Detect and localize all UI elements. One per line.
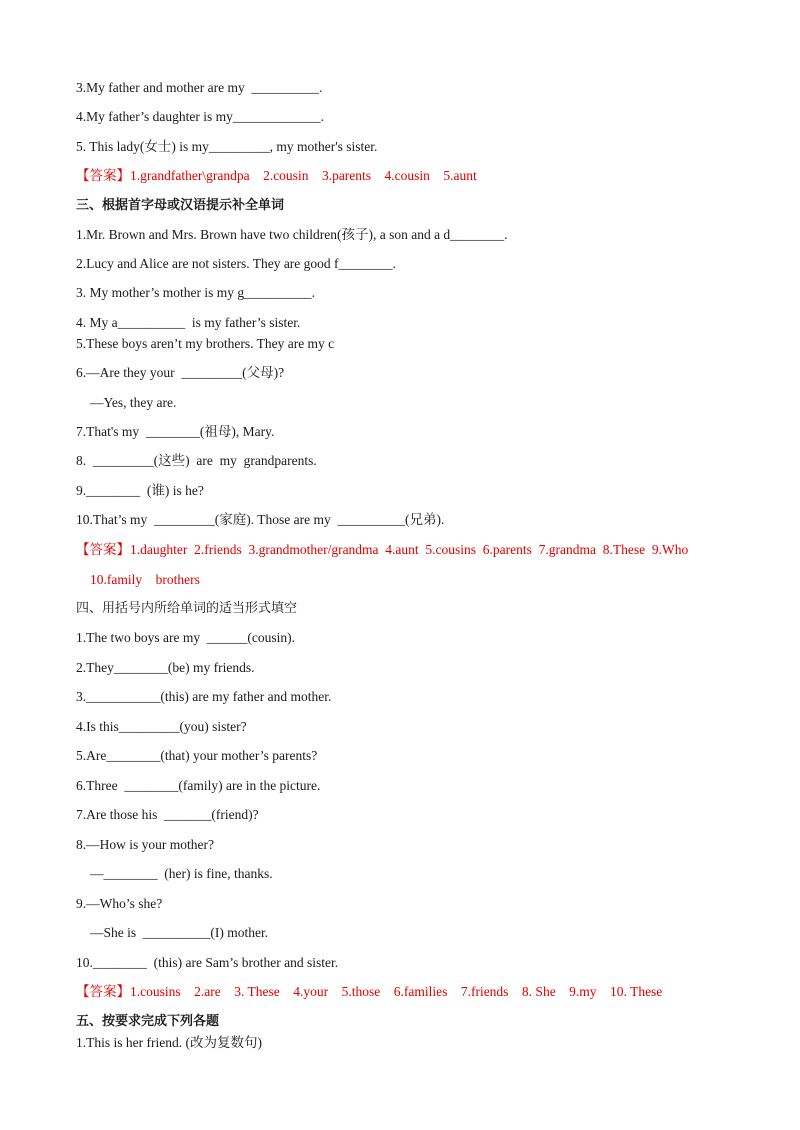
question-text: 3.My father and mother are my __________.: [76, 80, 323, 95]
question-text: 3. My mother’s mother is my g__________.: [76, 285, 315, 300]
question-text: 8. _________(这些) are my grandparents.: [76, 453, 317, 468]
question-text: 10.________ (this) are Sam’s brother and sister.: [76, 955, 339, 970]
question-text: 10.That’s my _________(家庭). Those are my __________(兄弟).: [76, 512, 445, 527]
question-text: 5. This lady(女士) is my_________, my mother's sister.: [76, 139, 378, 154]
answer-key-continued: 10.family brothers: [90, 572, 200, 587]
question-text: 1.The two boys are my ______(cousin).: [76, 630, 295, 645]
answer-key: 【答案】1.cousins 2.are 3. These 4.your 5.those 6.families 7.friends 8. She 9.my 10. These: [76, 984, 663, 999]
question-text: 9.—Who’s she?: [76, 896, 163, 911]
question-text: 1.This is her friend. (改为复数句): [76, 1035, 262, 1050]
question-text: 1.Mr. Brown and Mrs. Brown have two children(孩子), a son and a d________.: [76, 227, 508, 242]
section-heading: 五、按要求完成下列各题: [76, 1014, 220, 1029]
question-text: 6.—Are they your _________(父母)?: [76, 365, 285, 380]
question-text: 7.Are those his _______(friend)?: [76, 807, 259, 822]
question-text: 2.Lucy and Alice are not sisters. They are good f________.: [76, 256, 396, 271]
question-text: 3.___________(this) are my father and mother.: [76, 689, 332, 704]
question-text: 6.Three ________(family) are in the picture.: [76, 778, 321, 793]
question-text: 8.—How is your mother?: [76, 837, 214, 852]
answer-key: 【答案】1.grandfather\grandpa 2.cousin 3.parents 4.cousin 5.aunt: [76, 168, 477, 183]
section-heading: 四、用括号内所给单词的适当形式填空: [76, 601, 298, 616]
question-text: 5.Are________(that) your mother’s parents?: [76, 748, 318, 763]
question-text: 2.They________(be) my friends.: [76, 660, 255, 675]
question-text: —________ (her) is fine, thanks.: [90, 866, 273, 881]
answer-key: 【答案】1.daughter 2.friends 3.grandmother/grandma 4.aunt 5.cousins 6.parents 7.grandma 8.These 9.Who: [76, 542, 689, 557]
question-text: 7.That's my ________(祖母), Mary.: [76, 424, 275, 439]
question-text: 9.________ (谁) is he?: [76, 483, 204, 498]
question-text: —Yes, they are.: [90, 395, 177, 410]
question-text: 4.Is this_________(you) sister?: [76, 719, 247, 734]
question-text: 5.These boys aren’t my brothers. They are my c: [76, 336, 335, 351]
question-text: 4.My father’s daughter is my_____________.: [76, 109, 324, 124]
question-text: —She is __________(I) mother.: [90, 925, 269, 940]
section-heading: 三、根据首字母或汉语提示补全单词: [76, 198, 285, 213]
question-text: 4. My a__________ is my father’s sister.: [76, 315, 301, 330]
